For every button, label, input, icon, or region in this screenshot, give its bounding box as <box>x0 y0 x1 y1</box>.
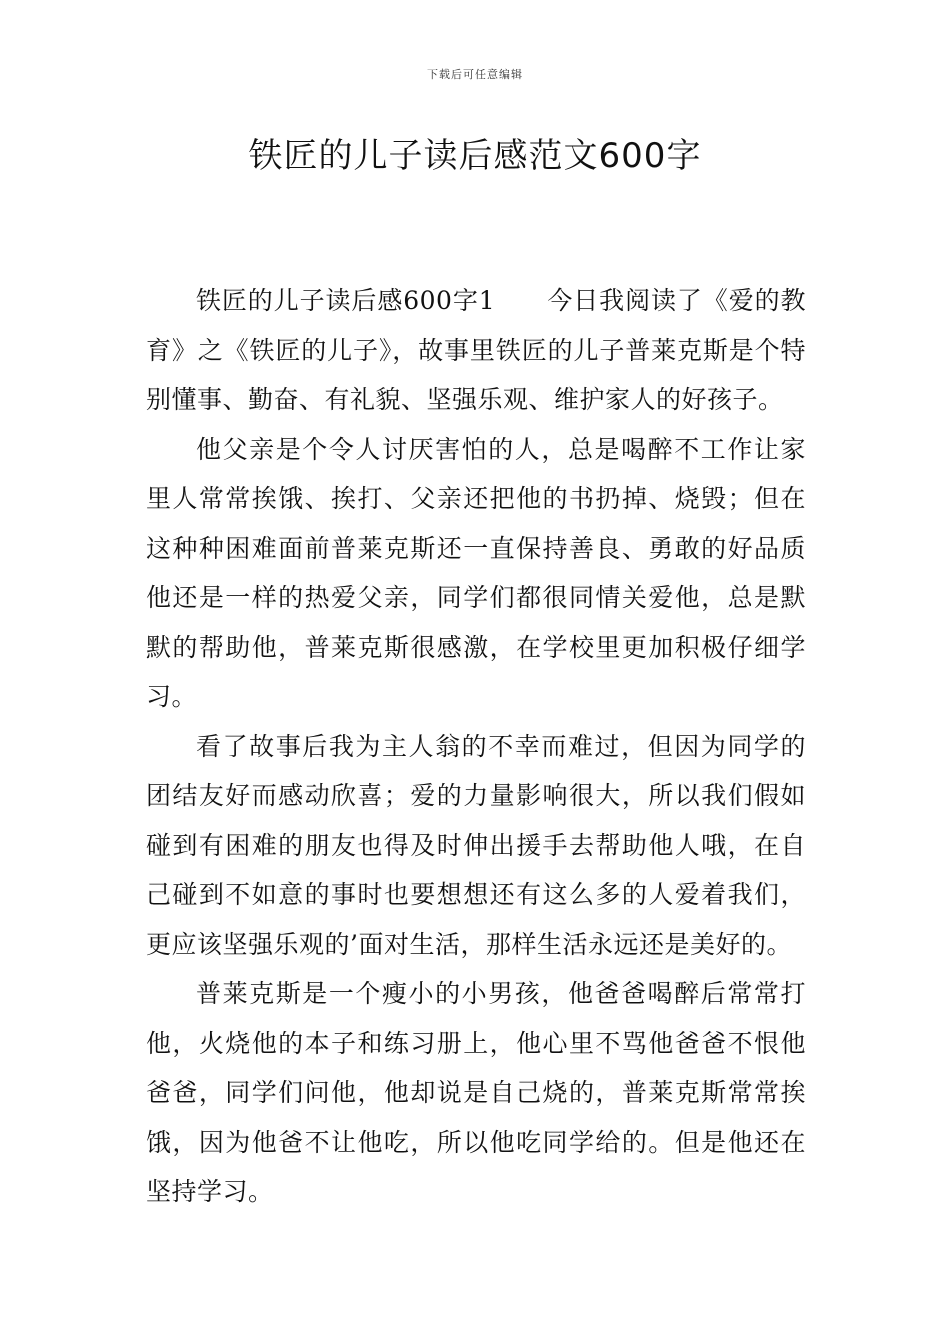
document-title: 铁匠的儿子读后感范文600字 <box>248 136 702 176</box>
header-note: 下载后可任意编辑 <box>427 68 523 81</box>
paragraph-1: 铁匠的儿子读后感600字1 今日我阅读了《爱的教育》之《铁匠的儿子》，故事里铁匠的儿子普莱克斯是个特别懂事、勤奋、有礼貌、坚强乐观、维护家人的好孩子。 <box>146 286 806 414</box>
document-body <box>146 276 806 1217</box>
paragraph-2: 他父亲是个令人讨厌害怕的人，总是喝醉不工作让家里人常常挨饿、挨打、父亲还把他的书扔掉、烧毁；但在这种种困难面前普莱克斯还一直保持善良、勇敢的好品质他还是一样的热爱父亲，同学们都很同情关爱他，总是默默的帮助他，普莱克斯很感激，在学校里更加积极仔细学习。 <box>146 434 806 711</box>
paragraph-4: 普莱克斯是一个瘦小的小男孩，他爸爸喝醉后常常打他，火烧他的本子和练习册上，他心里不骂他爸爸不恨他爸爸，同学们问他，他却说是自己烧的，普莱克斯常常挨饿，因为他爸不让他吃，所以他吃同学给的。但是他还在坚持学习。 <box>146 979 806 1206</box>
paragraph-3: 看了故事后我为主人翁的不幸而难过，但因为同学的团结友好而感动欣喜；爱的力量影响很大，所以我们假如碰到有困难的朋友也得及时伸出援手去帮助他人哦，在自己碰到不如意的事时也要想想还有这么多的人爱着我们，更应该坚强乐观的’面对生活，那样生活永远还是美好的。 <box>146 731 806 959</box>
